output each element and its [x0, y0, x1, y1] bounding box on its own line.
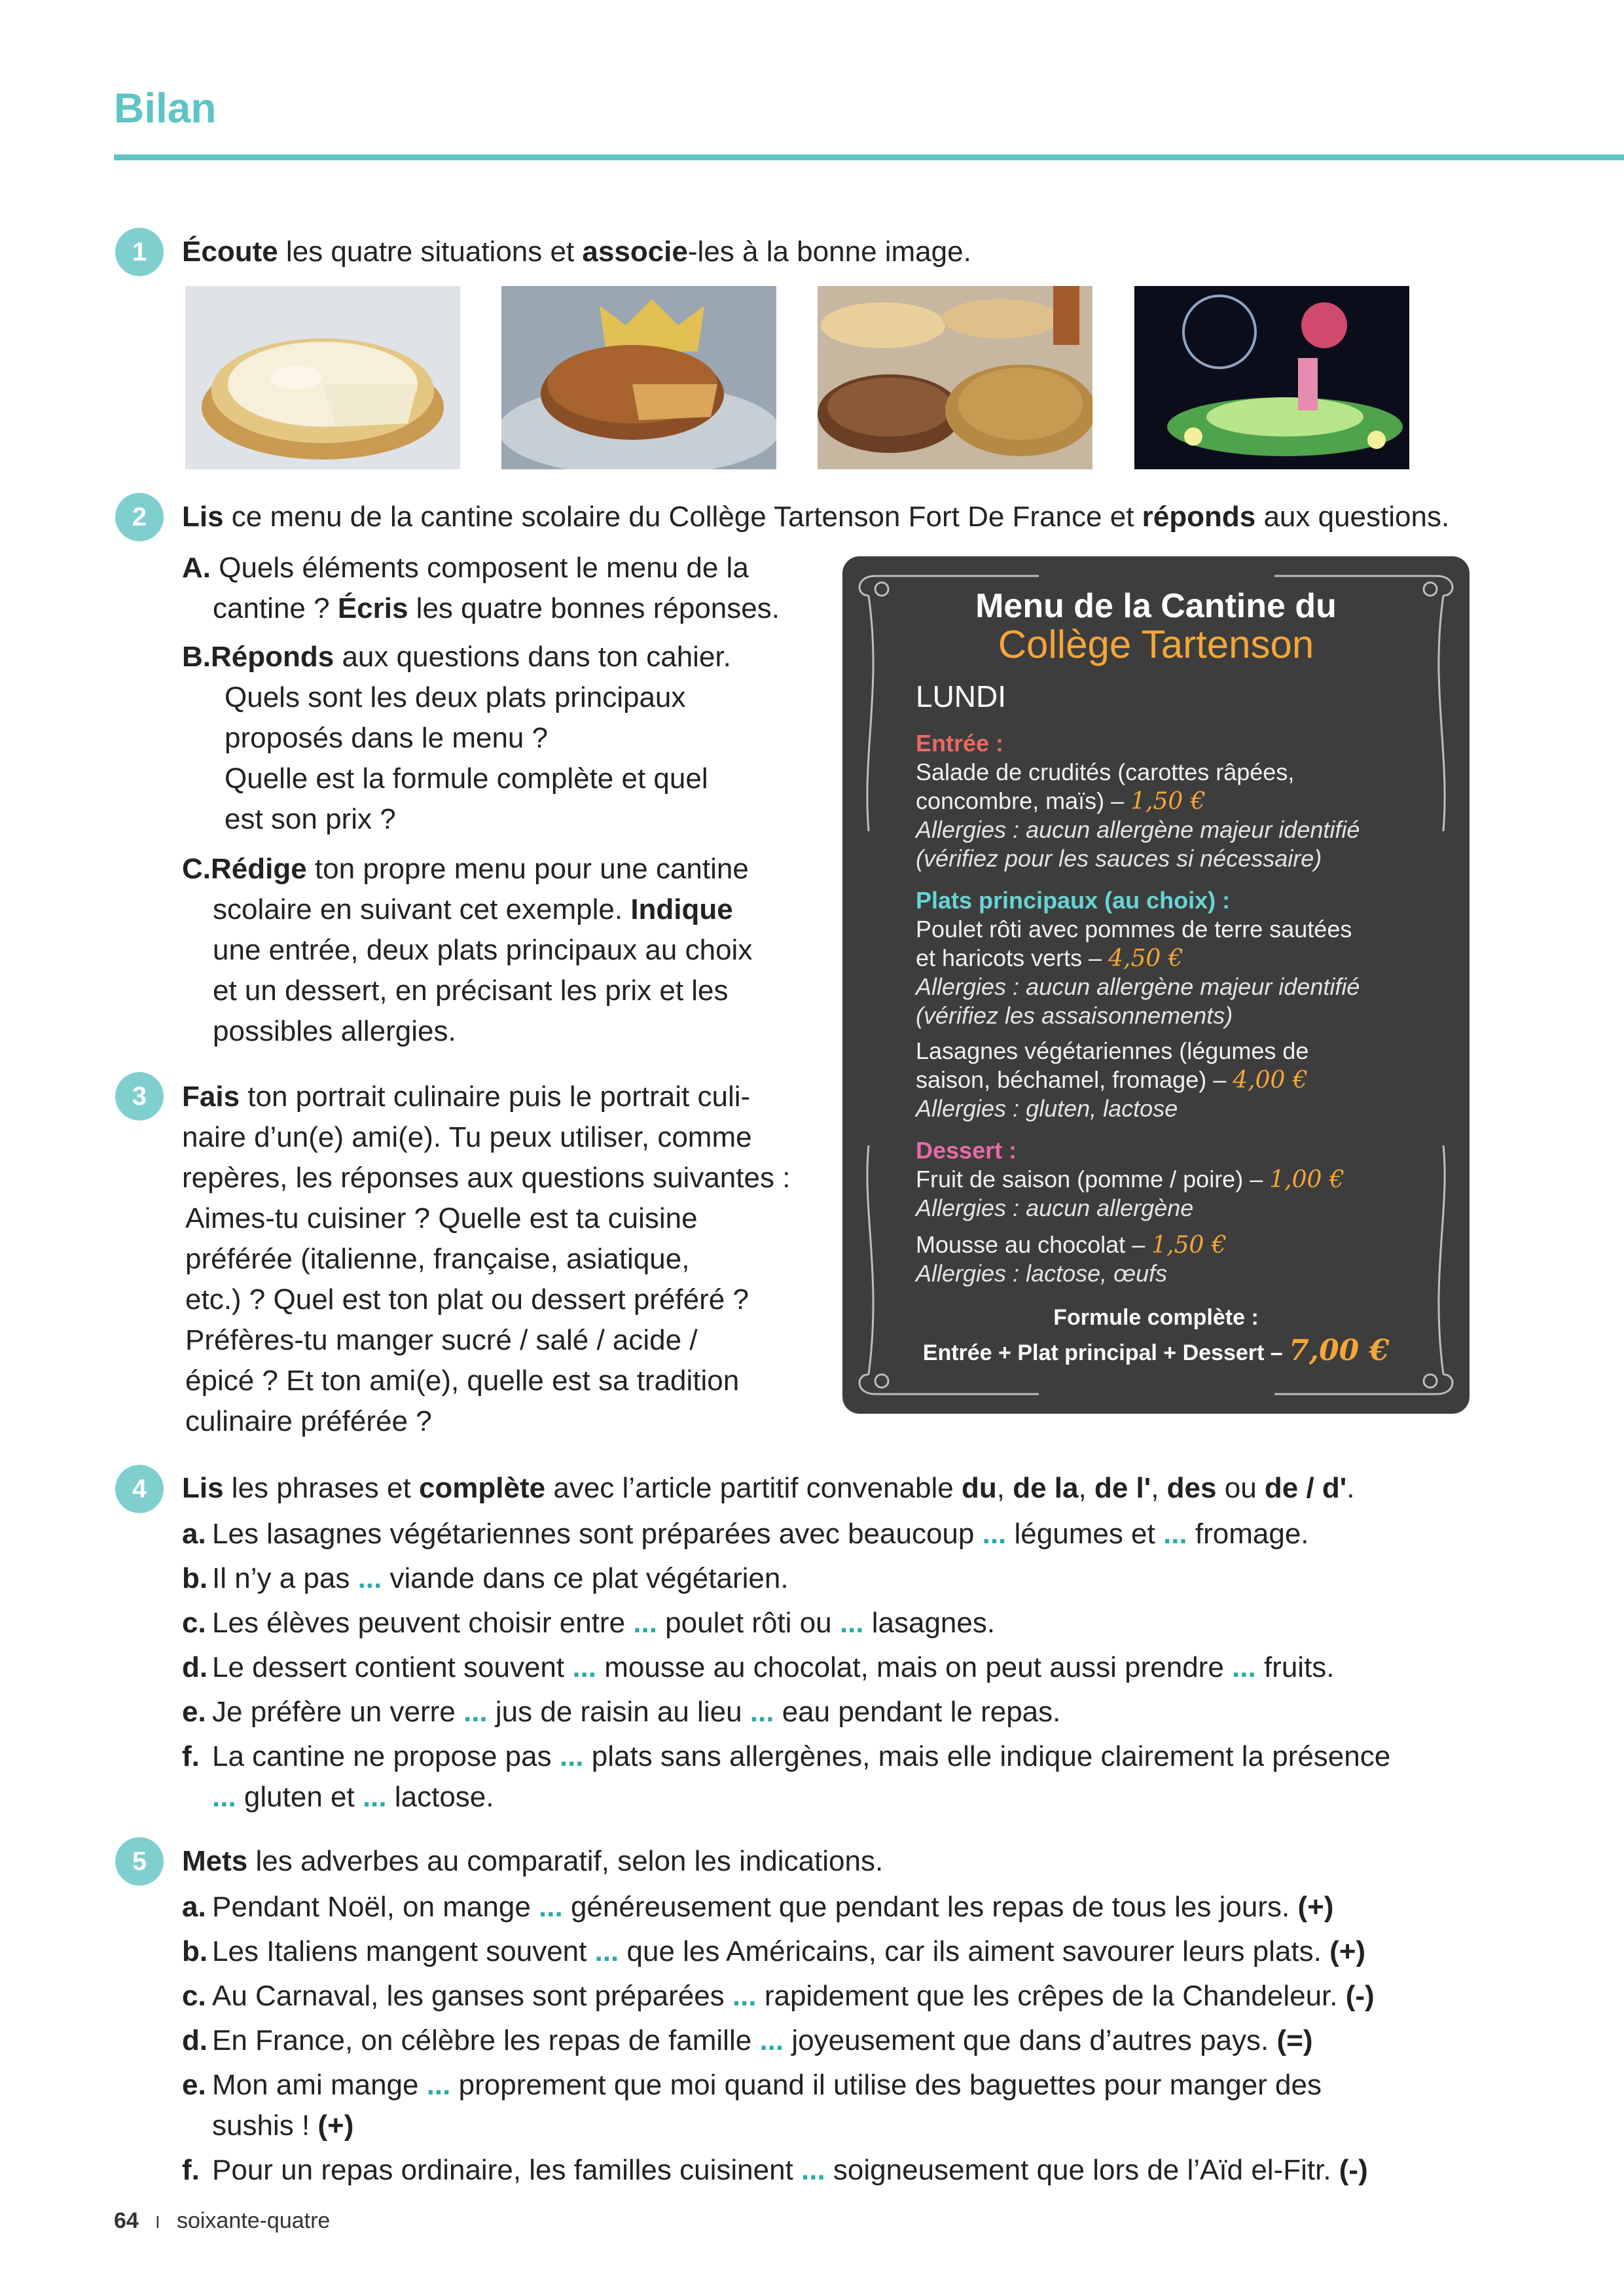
ramadan-pastries-photo[interactable]	[818, 286, 1092, 469]
menu-entree-allergies-2: (vérifiez pour les sauces si nécessaire)	[916, 845, 1322, 872]
title-divider	[114, 154, 1624, 160]
footer-separator: I	[155, 2212, 160, 2232]
exercise-number-4: 4	[115, 1465, 164, 1513]
menu-entree-price: 1,50 €	[1130, 788, 1206, 815]
question-2b-line-5: est son prix ?	[225, 803, 396, 835]
menu-section-plats: Plats principaux (au choix) :	[916, 887, 1231, 914]
menu-dessert2-price: 1,50 €	[1151, 1232, 1227, 1259]
exercise-3-line-9: culinaire préférée ?	[185, 1405, 432, 1437]
exercise-3-line-2: naire d’un(e) ami(e). Tu peux utiliser, comme	[182, 1121, 752, 1153]
question-2b-line-3: proposés dans le menu ?	[225, 722, 549, 754]
blank[interactable]: ...	[362, 1781, 387, 1813]
menu-plat1-price: 4,50 €	[1108, 945, 1183, 972]
exercise-number-1: 1	[115, 228, 164, 276]
carnival-parade-photo[interactable]	[1134, 286, 1409, 469]
question-2b-line-4: Quelle est la formule complète et quel	[225, 762, 708, 795]
menu-section-entree: Entrée :	[916, 730, 1004, 757]
exercise-3-line-7: Préfères-tu manger sucré / salé / acide /	[185, 1324, 698, 1356]
exercise-number-3: 3	[115, 1072, 164, 1121]
menu-plat2-price: 4,00 €	[1233, 1067, 1308, 1094]
exercise-5-instruction: Mets les adverbes au comparatif, selon les indications.	[182, 1845, 884, 1877]
blank[interactable]: ...	[594, 1935, 619, 1967]
blank[interactable]: ...	[982, 1518, 1007, 1550]
question-2c-line-3: une entrée, deux plats principaux au choix	[213, 934, 753, 966]
menu-title: Menu de la Cantine du	[975, 587, 1337, 625]
blank[interactable]: ...	[357, 1562, 382, 1594]
page-number-words: soixante-quatre	[176, 2208, 331, 2233]
blank[interactable]: ...	[559, 1740, 584, 1772]
exercise-2-instruction: Lis ce menu de la cantine scolaire du Collège Tartenson Fort De France et réponds aux questions.	[182, 501, 1450, 533]
page-number: 64	[114, 2208, 139, 2233]
blank[interactable]: ...	[759, 2024, 784, 2056]
menu-formula-line: Entrée + Plat principal + Dessert – 7,00 €	[922, 1334, 1390, 1367]
galette-des-rois-photo[interactable]	[501, 286, 776, 469]
menu-section-dessert: Dessert :	[916, 1137, 1017, 1164]
exercise-3-line-5: préférée (italienne, française, asiatique,	[185, 1243, 690, 1275]
page-title: Bilan	[114, 84, 217, 132]
page-footer	[114, 2208, 330, 2234]
exercise-4-item-a: a. Les lasagnes végétariennes sont préparées avec beaucoup ... légumes et ... fromage.	[182, 1518, 1309, 1550]
exercise-4-instruction: Lis les phrases et complète avec l’article partitif convenable du, de la, de l', des ou de / d'.	[182, 1472, 1355, 1504]
exercise-5-item-b: b. Les Italiens mangent souvent ... que les Américains, car ils aiment savourer leurs plats. (+)	[182, 1935, 1366, 1967]
menu-entree-line-2: concombre, maïs) – 1,50 €	[916, 787, 1206, 815]
blank[interactable]: ...	[1163, 1518, 1187, 1550]
blank[interactable]: ...	[212, 1781, 236, 1813]
exercise-number-5: 5	[115, 1837, 164, 1886]
menu-plat2-line-1: Lasagnes végétariennes (légumes de	[916, 1037, 1309, 1064]
exercise-3-line-1: Fais ton portrait culinaire puis le portrait culi-	[182, 1081, 751, 1113]
question-2b-line-2: Quels sont les deux plats principaux	[225, 681, 686, 713]
menu-day: LUNDI	[916, 679, 1007, 713]
exercise-3-line-6: etc.) ? Quel est ton plat ou dessert préféré ?	[185, 1283, 749, 1316]
menu-plat2-line-2: saison, béchamel, fromage) – 4,00 €	[916, 1066, 1308, 1094]
exercise-3-line-8: épicé ? Et ton ami(e), quelle est sa tradition	[185, 1365, 740, 1397]
blank[interactable]: ...	[839, 1607, 864, 1639]
exercise-5-item-e-continued: sushis ! (+)	[212, 2109, 354, 2142]
exercise-4-item-d: d. Le dessert contient souvent ... mousse au chocolat, mais on peut aussi prendre ... fruits.	[182, 1651, 1335, 1683]
menu-plat1-allergies-1: Allergies : aucun allergène majeur identifié	[916, 973, 1360, 1000]
blank[interactable]: ...	[539, 1891, 563, 1923]
menu-entree-allergies-1: Allergies : aucun allergène majeur identifié	[916, 816, 1360, 843]
menu-plat2-allergies: Allergies : gluten, lactose	[916, 1095, 1178, 1122]
exercise-3-line-3: repères, les réponses aux questions suivantes :	[182, 1162, 791, 1194]
exercise-4-item-e: e. Je préfère un verre ... jus de raisin au lieu ... eau pendant le repas.	[182, 1696, 1061, 1728]
menu-entree-line-1: Salade de crudités (carottes râpées,	[916, 759, 1295, 785]
exercise-number-2: 2	[115, 493, 164, 541]
tart-photo[interactable]	[185, 286, 460, 469]
menu-formula-price: 7,00 €	[1289, 1334, 1390, 1367]
exercise-4-item-f-continued: ... gluten et ... lactose.	[212, 1781, 494, 1813]
menu-plat1-allergies-2: (vérifiez les assaisonnements)	[916, 1002, 1233, 1029]
blank[interactable]: ...	[732, 1980, 757, 2012]
menu-dessert1-allergies: Allergies : aucun allergène	[916, 1194, 1194, 1221]
blank[interactable]: ...	[1232, 1651, 1256, 1683]
exercise-5-item-c: c. Au Carnaval, les ganses sont préparées ... rapidement que les crêpes de la Chandeleur. (-)	[182, 1980, 1375, 2012]
exercise-5-item-e: e. Mon ami mange ... proprement que moi quand il utilise des baguettes pour manger des	[182, 2069, 1322, 2101]
menu-dessert1-line: Fruit de saison (pomme / poire) – 1,00 €	[916, 1166, 1344, 1193]
blank[interactable]: ...	[463, 1696, 488, 1728]
exercise-1-instruction: Écoute les quatre situations et associe-les à la bonne image.	[182, 236, 971, 268]
question-2b-line-1: B.Réponds aux questions dans ton cahier.	[182, 641, 731, 673]
blank[interactable]: ...	[633, 1607, 657, 1639]
exercise-4-item-b: b. Il n’y a pas ... viande dans ce plat végétarien.	[182, 1562, 789, 1594]
menu-dessert2-line: Mousse au chocolat – 1,50 €	[916, 1231, 1227, 1259]
question-2a-line-1: A. Quels éléments composent le menu de la	[182, 552, 749, 584]
exercise-3-line-4: Aimes-tu cuisiner ? Quelle est ta cuisine	[185, 1202, 698, 1234]
menu-plat1-line-1: Poulet rôti avec pommes de terre sautées	[916, 916, 1352, 942]
menu-school-name: Collège Tartenson	[998, 622, 1314, 666]
question-2a-line-2: cantine ? Écris les quatre bonnes réponses.	[213, 592, 780, 624]
menu-formula-heading: Formule complète :	[1053, 1305, 1259, 1330]
exercise-5-item-f: f. Pour un repas ordinaire, les familles cuisinent ... soigneusement que lors de l’Aïd el-Fitr. (-)	[182, 2154, 1368, 2186]
exercise-5-item-a: a. Pendant Noël, on mange ... généreusement que pendant les repas de tous les jours. (+)	[182, 1891, 1334, 1923]
menu-dessert2-allergies: Allergies : lactose, œufs	[916, 1260, 1168, 1287]
cantine-menu-board	[842, 556, 1470, 1414]
question-2c-line-2: scolaire en suivant cet exemple. Indique	[213, 893, 733, 925]
question-2c-line-5: possibles allergies.	[213, 1015, 456, 1047]
blank[interactable]: ...	[749, 1696, 774, 1728]
question-2c-line-1: C.Rédige ton propre menu pour une cantine	[182, 853, 749, 885]
exercise-5-item-d: d. En France, on célèbre les repas de famille ... joyeusement que dans d’autres pays. (=)	[182, 2024, 1313, 2056]
question-2c-line-4: et un dessert, en précisant les prix et les	[213, 975, 729, 1007]
blank[interactable]: ...	[426, 2069, 451, 2101]
menu-plat1-line-2: et haricots verts – 4,50 €	[916, 944, 1183, 972]
menu-dessert1-price: 1,00 €	[1269, 1166, 1344, 1193]
blank[interactable]: ...	[572, 1651, 597, 1683]
exercise-4-item-c: c. Les élèves peuvent choisir entre ... poulet rôti ou ... lasagnes.	[182, 1607, 996, 1639]
blank[interactable]: ...	[801, 2154, 825, 2186]
exercise-4-item-f: f. La cantine ne propose pas ... plats sans allergènes, mais elle indique clairement la présence	[182, 1740, 1391, 1772]
